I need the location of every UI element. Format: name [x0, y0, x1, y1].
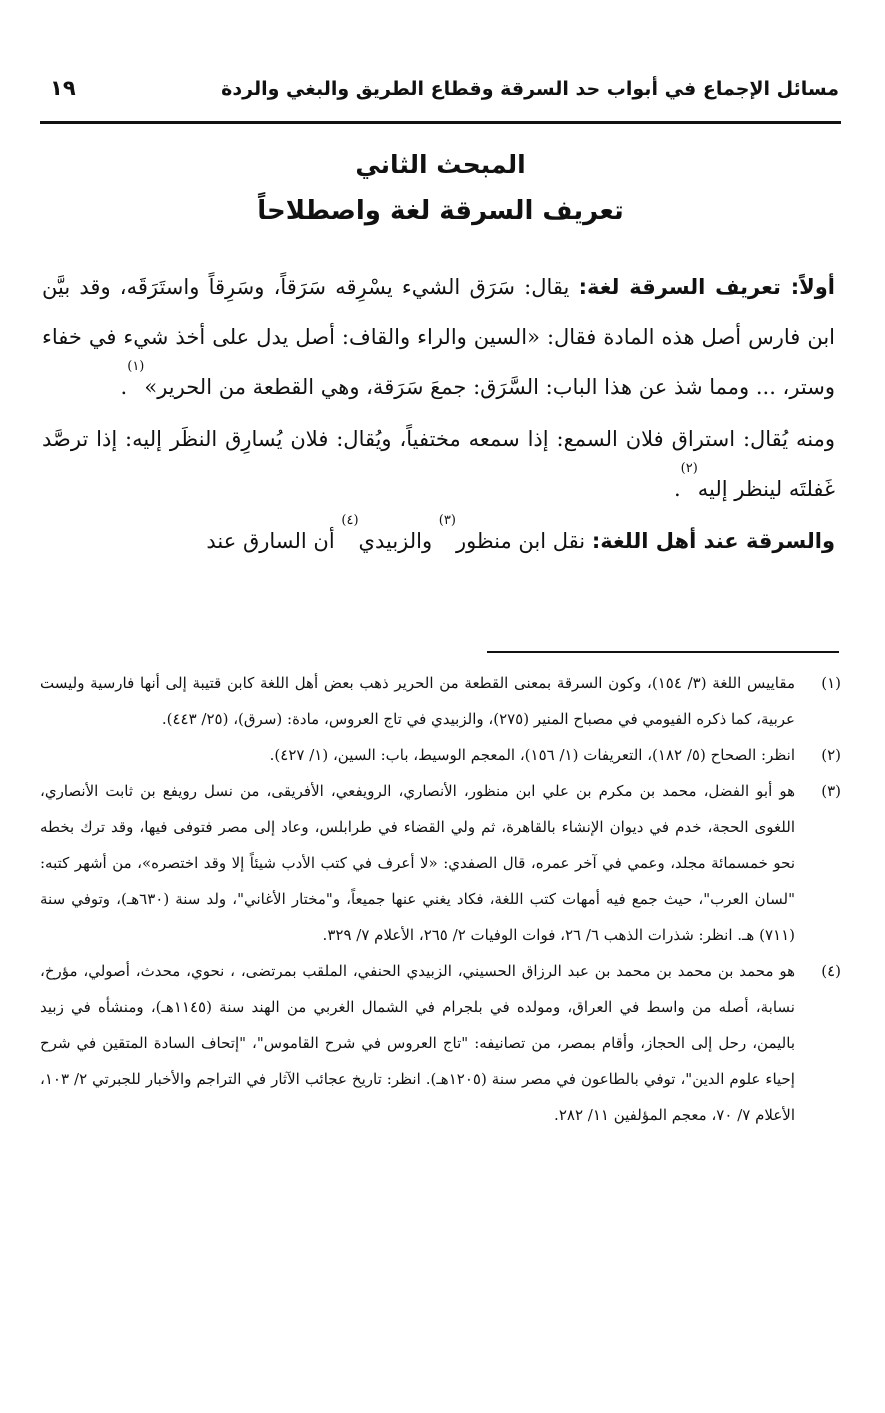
- paragraph-text: أن السارق عند: [206, 529, 342, 553]
- main-text: [42, 262, 835, 566]
- footnote-ref: (٣): [438, 513, 456, 528]
- footnote-number: (٣): [821, 782, 841, 800]
- footnote-ref: (١): [127, 359, 145, 374]
- footnote-text: مقاييس اللغة (٣/ ١٥٤)، وكون السرقة بمعنى القطعة من الحرير ذهب بعض أهل اللغة كابن قتيبة إلى أنها فارسية وليست عربية، كما ذكره الفيومي في مصباح المنير (٢٧٥)، والزبيدي في تاج العروس، مادة: (سرق)، (٢٥/ ٤٤٣).: [40, 674, 795, 728]
- paragraph-label: والسرقة عند أهل اللغة:: [591, 529, 835, 553]
- footnote-separator: [487, 651, 839, 653]
- section-heading: المبحث الثاني: [355, 150, 526, 179]
- footnote-number: (٤): [821, 962, 841, 980]
- footnote-number: (١): [821, 674, 841, 692]
- paragraph-text: يقال: سَرَق الشيء يسْرِقه سَرَقاً، وسَرِقاً واستَرَقَه، وقد بيَّن ابن فارس أصل هذه المادة فقال: «السين والراء والقاف: أصل يدل على أخذ شيء في خفاء وستر، ... ومما شذ عن هذا الباب: السَّرَق: جمعَ سَرَقة، وهي القطعة من الحرير»: [42, 275, 835, 399]
- footnote-text: هو محمد بن محمد بن محمد بن عبد الرزاق الحسيني، الزبيدي الحنفي، الملقب بمرتضى، ، نحوي، محدث، أصولي، مؤرخ، نسابة، أصله من واسط في العراق، ومولده في بلجرام في الشمال الغربي من الهند سنة (١١٤٥هـ)، ومنشأه في زبيد باليمن، رحل إلى الحجاز، وأقام بمصر، من تصانيفه: "تاج العروس في شرح القاموس"، "إتحاف السادة المتقين في شرح إحياء علوم الدين"، توفي بالطاعون في مصر سنة (١٢٠٥هـ). انظر: تاريخ عجائب الآثار في التراجم والأخبار للجبرتي ٢/ ١٠٣، الأعلام ٧/ ٧٠، معجم المؤلفين ١١/ ٢٨٢.: [40, 962, 795, 1124]
- footnote: [40, 737, 841, 773]
- footnote-ref: (٤): [341, 513, 359, 528]
- paragraph-text: والزبيدي: [358, 529, 439, 553]
- paragraph-text: ومنه يُقال: استراق فلان السمع: إذا سمعه مختفياً، ويُقال: فلان يُسارِق النظَر إليه: إذا ترصَّد غَفلتَه لينظر إليه: [42, 427, 835, 501]
- running-title: مسائل الإجماع في أبواب حد السرقة وقطاع الطريق والبغي والردة: [221, 78, 839, 100]
- paragraph: [42, 513, 835, 566]
- page-number: ١٩: [50, 76, 76, 100]
- footnote-text: هو أبو الفضل، محمد بن مكرم بن علي ابن منظور، الأنصاري، الرويفعي، الأفريقى، من نسل رويفع بن ثابت الأنصاري، اللغوى الحجة، خدم في ديوان الإنشاء بالقاهرة، ثم ولي القضاء في طرابلس، وعاد إلى مصر فتوفى فيها، وقد ترك بخطه نحو خمسمائة مجلد، وعمي في آخر عمره، قال الصفدي: «لا أعرف في كتب الأدب شيئاً إلا وقد اختصره»، من أشهر كتبه: "لسان العرب"، حيث جمع فيه أمهات كتب اللغة، فكاد يغني عنها جميعاً، و"مختار الأغاني"، ولد سنة (٦٣٠هـ)، وتوفي سنة (٧١١) هـ. انظر: شذرات الذهب ٦/ ٢٦، فوات الوفيات ٢/ ٢٦٥، الأعلام ٧/ ٣٢٩.: [40, 782, 795, 944]
- footnote-text: انظر: الصحاح (٥/ ١٨٢)، التعريفات (١/ ١٥٦)، المعجم الوسيط، باب: السين، (١/ ٤٢٧).: [269, 746, 795, 764]
- footnote-ref: (٢): [680, 461, 698, 476]
- footnote: [40, 665, 841, 737]
- header-rule: [40, 121, 841, 124]
- paragraph-text: نقل ابن منظور: [455, 529, 592, 553]
- footnote: [40, 953, 841, 1133]
- section-subheading: تعريف السرقة لغة واصطلاحاً: [257, 196, 624, 226]
- paragraph-label: أولاً: تعريف السرقة لغة:: [578, 275, 835, 299]
- footnote: [40, 773, 841, 953]
- running-header: [40, 78, 839, 118]
- footnotes: [40, 665, 841, 1133]
- paragraph: أولاً: تعريف السرقة لغة: يقال: سَرَق الشيء يسْرِقه سَرَقاً، وسَرِقاً واستَرَقَه، وقد بيَّن ابن فارس أصل هذه المادة فقال: «السين والراء والقاف: أصل يدل على أخذ شيء في خفاء وستر، ... ومما شذ عن هذا الباب: السَّرَق: جمعَ سَرَقة، وهي القطعة من الحرير»$^{(١)}$.: [42, 275, 835, 399]
- footnote-number: (٢): [821, 746, 841, 764]
- paragraph: ومنه يُقال: استراق فلان السمع: إذا سمعه مختفياً، ويُقال: فلان يُسارِق النظَر إليه: إذا ترصَّد غَفلتَه لينظر إليه$^{(٢)}$.: [42, 427, 835, 501]
